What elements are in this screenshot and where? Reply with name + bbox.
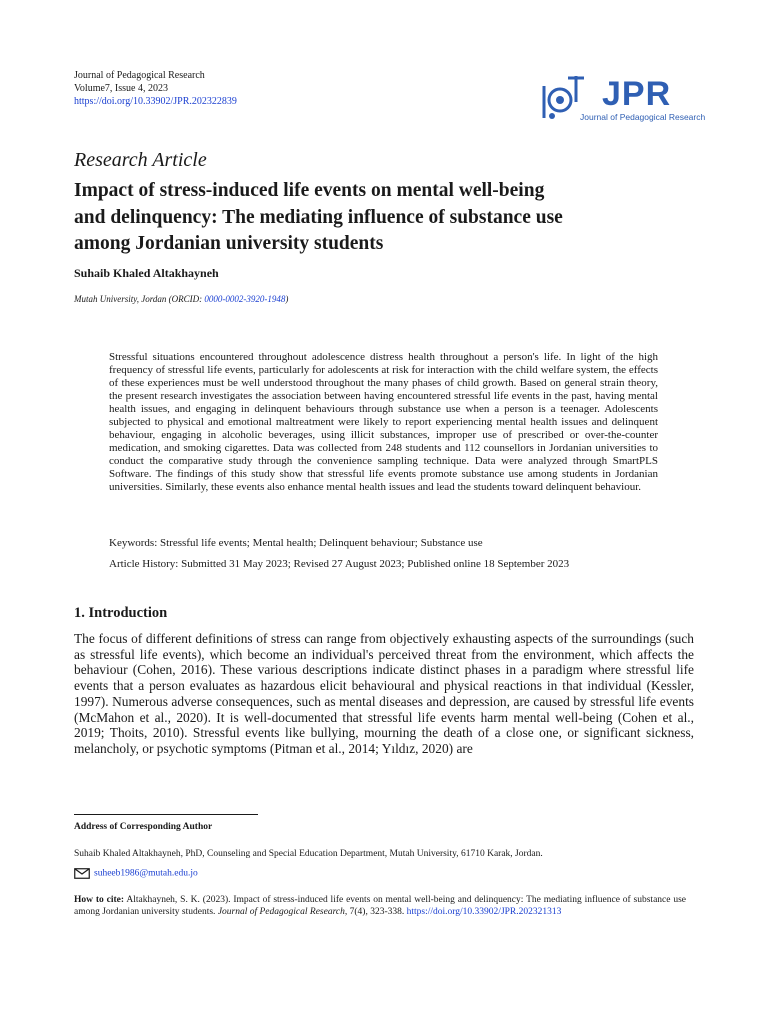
section-heading-introduction: 1. Introduction <box>74 605 168 621</box>
article-history: Article History: Submitted 31 May 2023; Revised 27 August 2023; Published online 18 September 2023 <box>109 558 570 570</box>
author-name: Suhaib Khaled Altakhayneh <box>74 266 219 280</box>
how-to-cite <box>74 894 686 918</box>
how-to-cite-label: How to cite: <box>74 895 125 905</box>
doi-link[interactable]: https://doi.org/10.33902/JPR.202322839 <box>74 96 237 107</box>
volume-issue: Volume7, Issue 4, 2023 <box>74 83 168 94</box>
how-to-cite-issue: 7(4), 323-338. <box>349 907 405 917</box>
email-row <box>74 868 198 879</box>
author-affiliation <box>74 294 288 304</box>
article-type: Research Article <box>74 149 207 171</box>
how-to-cite-doi-link[interactable]: https://doi.org/10.33902/JPR.202321313 <box>406 907 562 917</box>
abstract: Stressful situations encountered throughout adolescence distress health throughout a person's life. In light of the high frequency of stressful life events, particularly for adolescents at risk for interaction with the child welfare system, the effects of these experiences must be well understood throughout the many phases of child growth. Based on general strain theory, the present research investigates the association between having encountered stressful life events in the past, having mental health issues, and engaging in delinquent behaviours through substance use when a person is a teenager. Adolescents subjected to physical and emotional maltreatment were likely to report experiencing mental health issues and delinquent behaviour, engaging in alcoholic beverages, using illicit substances, improper use of prescribed or over-the-counter medication, and smoking cigarettes. Data was collected from 248 students and 112 counsellors in Jordanian universities to conduct the comparative study through the convenience sampling technique. Data were analyzed through SmartPLS Software. The findings of this study show that stressful life events promote substance use among students in Jordanian universities. Similarly, these events also enhance mental health issues and lead the students toward delinquent behaviour. <box>109 351 658 494</box>
orcid-link[interactable]: 0000-0002-3920-1948 <box>204 294 286 304</box>
journal-header <box>74 69 237 108</box>
how-to-cite-journal: Journal of Pedagogical Research, <box>217 907 348 917</box>
jpr-logo <box>538 72 708 128</box>
footnote-divider <box>74 814 258 815</box>
corresponding-author-heading: Address of Corresponding Author <box>74 822 213 832</box>
introduction-paragraph: The focus of different definitions of stress can range from objectively exhausting aspects of the surroundings (such as stressful life events), which become an individual's perceived threat from the environment, which affects the behaviour (Cohen, 2016). These various descriptions indicate distinct phases in a paradigm where stressful life events that a person evaluates as hazardous elicit behavioural and physical reactions in that individual (Kessler, 1997). Numerous adverse consequences, such as mental diseases and depression, are caused by stressful life events (McMahon et al., 2020). It is well-documented that stressful life events harm mental well-being (Cohen et al., 2019; Thoits, 2010). Stressful events like bullying, mourning the death of a close one, or significant sickness, melancholy, or psychotic symptoms (Pitman et al., 2014; Yıldız, 2020) are <box>74 631 694 756</box>
jpr-wordmark: JPR <box>602 75 672 113</box>
affiliation-institution: Mutah University, Jordan (ORCID: <box>74 294 205 304</box>
envelope-icon <box>74 868 90 879</box>
article-title: Impact of stress-induced life events on mental well-being and delinquency: The mediating influence of substance use among Jordanian university students <box>74 180 563 254</box>
email-link[interactable]: suheeb1986@mutah.edu.jo <box>94 868 198 879</box>
affiliation-close: ) <box>285 294 289 304</box>
jpr-subtitle: Journal of Pedagogical Research <box>580 112 706 122</box>
how-to-cite-text: Altakhayneh, S. K. (2023). Impact of stress-induced life events on mental well-being and delinquency: The mediating influence of substance use among Jordanian university students. <box>74 895 686 917</box>
journal-name: Journal of Pedagogical Research <box>74 70 205 81</box>
keywords: Keywords: Stressful life events; Mental health; Delinquent behaviour; Substance use <box>109 537 483 549</box>
corresponding-author-address: Suhaib Khaled Altakhayneh, PhD, Counseling and Special Education Department, Mutah University, 61710 Karak, Jordan. <box>74 849 543 859</box>
